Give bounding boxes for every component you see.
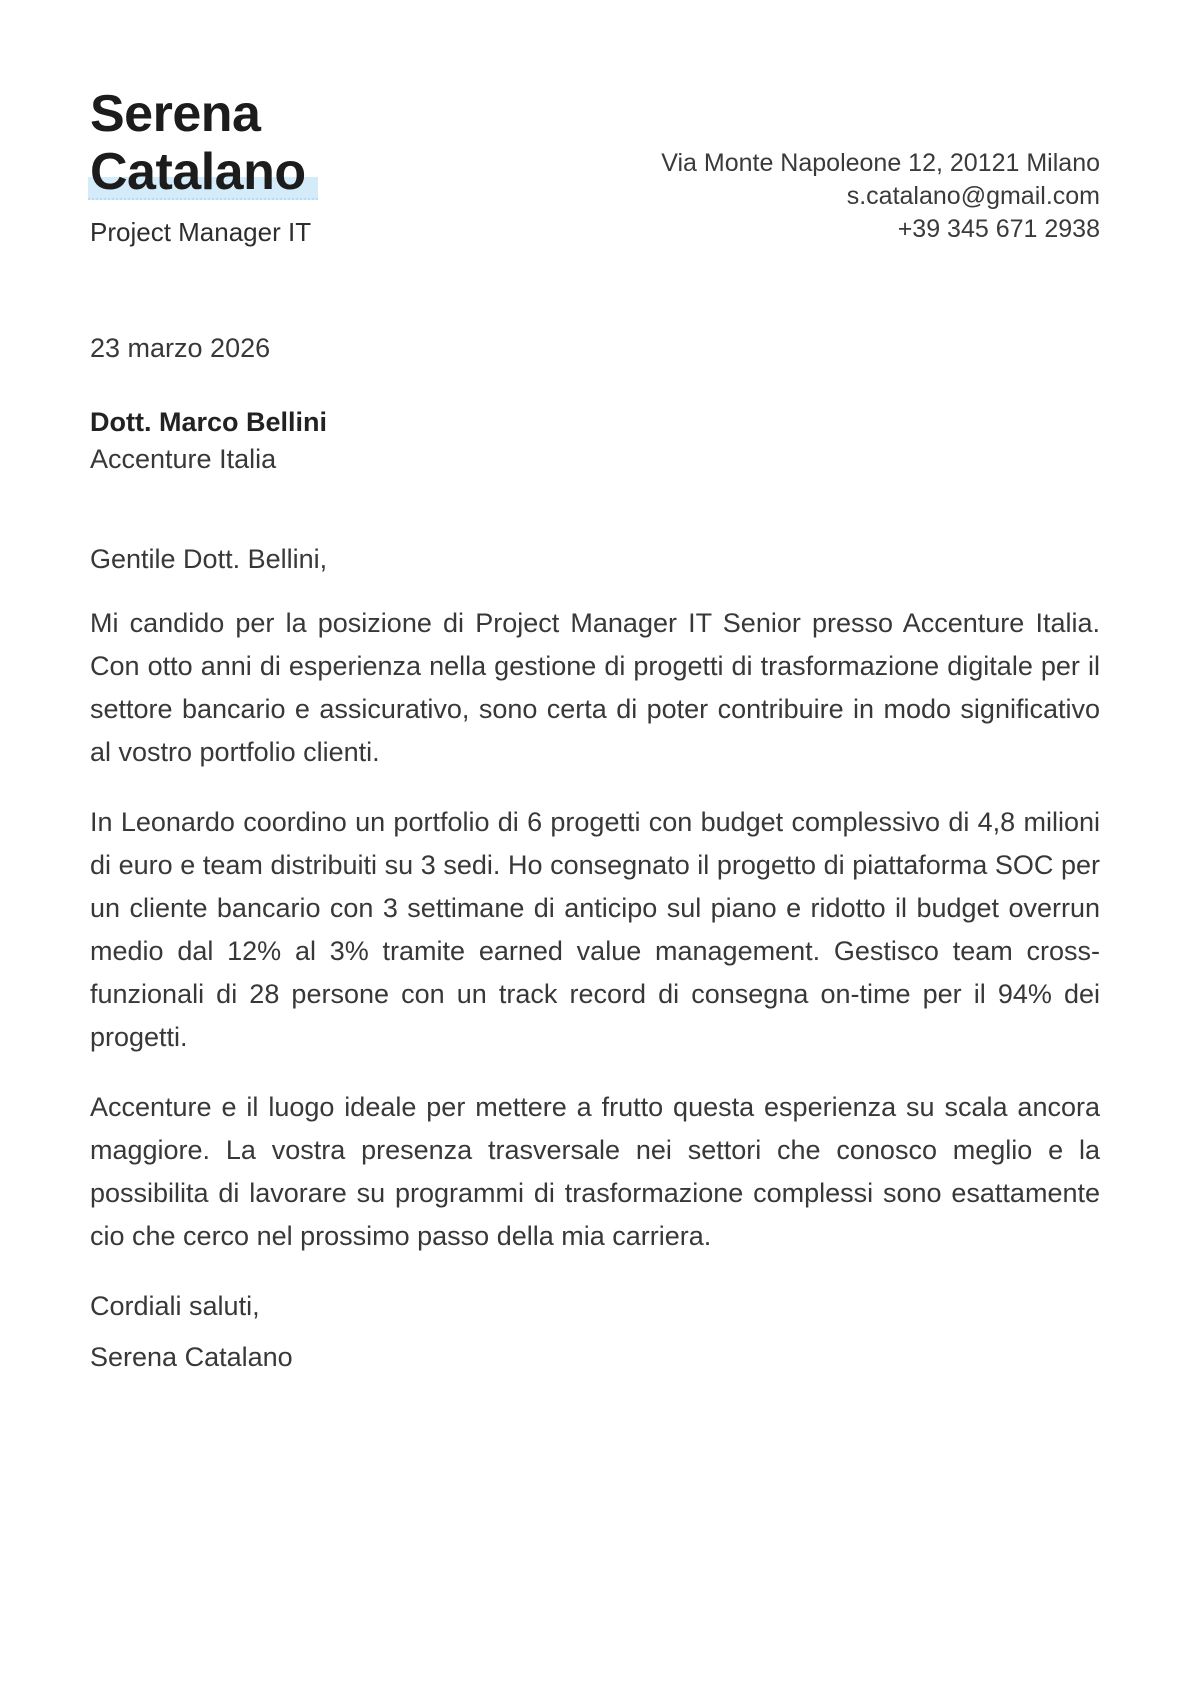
letter-header <box>90 85 1100 247</box>
signature: Serena Catalano <box>90 1342 293 1372</box>
sender-first-name: Serena <box>90 85 261 143</box>
contact-email: s.catalano@gmail.com <box>846 182 1100 210</box>
salutation: Gentile Dott. Bellini, <box>90 544 328 574</box>
contact-block <box>661 147 1100 246</box>
sender-name-block <box>90 85 311 247</box>
sender-last-name-line <box>90 143 311 201</box>
paragraph-experience: In Leonardo coordino un portfolio di 6 progetti con budget complessivo di 4,8 milioni di euro e team distribuiti su 3 sedi. Ho consegnato il progetto di piattaforma SOC per un cliente bancario con 3 settimane di anticipo sul piano e ridotto il budget overrun medio dal 12% al 3% tramite earned value management. Gestisco team cross-funzionali di 28 persone con un track record di consegna on-time per il 94% dei progetti. <box>90 807 1100 1052</box>
closing: Cordiali saluti, <box>90 1291 260 1321</box>
contact-address: Via Monte Napoleone 12, 20121 Milano <box>661 149 1100 177</box>
sender-last-name: Catalano <box>90 143 306 201</box>
letter-body <box>90 327 1100 1379</box>
contact-phone: +39 345 671 2938 <box>897 215 1100 243</box>
paragraph-motivation: Accenture e il luogo ideale per mettere a frutto questa esperienza su scala ancora maggiore. La vostra presenza trasversale nei settori che conosco meglio e la possibilita di lavorare su programmi di trasformazione complessi sono esattamente cio che cerco nel prossimo passo della mia carriera. <box>90 1092 1100 1251</box>
sender-job-title: Project Manager IT <box>90 217 312 247</box>
letter-date: 23 marzo 2026 <box>90 333 271 363</box>
recipient-block <box>90 404 1100 478</box>
recipient-name: Dott. Marco Bellini <box>90 407 328 437</box>
paragraph-intro: Mi candido per la posizione di Project Manager IT Senior presso Accenture Italia. Con otto anni di esperienza nella gestione di progetti di trasformazione digitale per il settore bancario e assicurativo, sono certa di poter contribuire in modo significativo al vostro portfolio clienti. <box>90 608 1100 767</box>
sender-last-name-highlight <box>90 143 306 201</box>
recipient-company: Accenture Italia <box>90 444 277 474</box>
